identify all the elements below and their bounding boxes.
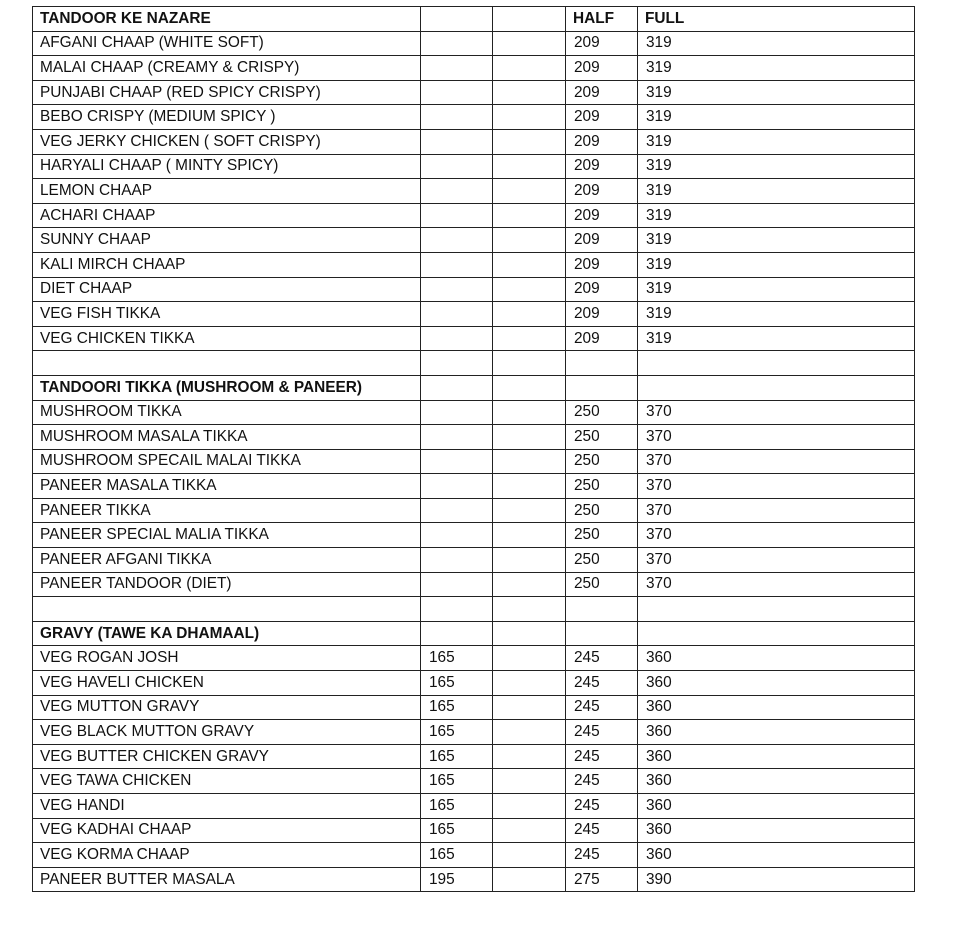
menu-item-row xyxy=(33,129,915,154)
empty-cell xyxy=(493,671,566,696)
menu-item-row xyxy=(33,80,915,105)
item-full-price: 319 xyxy=(638,277,915,302)
item-small-price xyxy=(421,154,493,179)
menu-table-body xyxy=(33,7,915,892)
menu-item-row xyxy=(33,523,915,548)
empty-cell xyxy=(493,228,566,253)
empty-cell xyxy=(493,474,566,499)
item-full-price: 360 xyxy=(638,818,915,843)
item-name: MALAI CHAAP (CREAMY & CRISPY) xyxy=(33,56,421,81)
item-full-price: 370 xyxy=(638,474,915,499)
menu-item-row xyxy=(33,818,915,843)
section-title: TANDOORI TIKKA (MUSHROOM & PANEER) xyxy=(33,375,421,400)
item-half-price: 250 xyxy=(566,523,638,548)
section-header-tandoor-ke-nazare xyxy=(33,7,915,32)
empty-cell xyxy=(493,548,566,573)
item-name: PANEER SPECIAL MALIA TIKKA xyxy=(33,523,421,548)
item-half-price: 250 xyxy=(566,474,638,499)
item-name: VEG FISH TIKKA xyxy=(33,302,421,327)
menu-item-row xyxy=(33,228,915,253)
item-small-price: 165 xyxy=(421,646,493,671)
empty-cell xyxy=(493,203,566,228)
item-small-price xyxy=(421,252,493,277)
item-full-price: 360 xyxy=(638,794,915,819)
item-small-price: 165 xyxy=(421,818,493,843)
item-half-price: 209 xyxy=(566,31,638,56)
menu-item-row xyxy=(33,302,915,327)
item-half-price: 275 xyxy=(566,867,638,892)
item-small-price xyxy=(421,474,493,499)
item-full-price: 319 xyxy=(638,129,915,154)
empty-cell xyxy=(638,351,915,376)
item-name: MUSHROOM MASALA TIKKA xyxy=(33,425,421,450)
full-column-header xyxy=(638,375,915,400)
empty-cell xyxy=(421,597,493,622)
section-header-tandoori-tikka-mushroom-paneer xyxy=(33,375,915,400)
empty-cell xyxy=(33,597,421,622)
item-small-price: 165 xyxy=(421,843,493,868)
item-half-price: 209 xyxy=(566,326,638,351)
item-half-price: 245 xyxy=(566,769,638,794)
item-half-price: 245 xyxy=(566,671,638,696)
item-small-price xyxy=(421,572,493,597)
full-column-header: FULL xyxy=(638,7,915,32)
section-header-gravy-tawe-ka-dhamaal xyxy=(33,621,915,646)
empty-cell xyxy=(493,7,566,32)
item-name: VEG KORMA CHAAP xyxy=(33,843,421,868)
empty-cell xyxy=(493,744,566,769)
item-name: PANEER AFGANI TIKKA xyxy=(33,548,421,573)
item-half-price: 209 xyxy=(566,56,638,81)
item-full-price: 370 xyxy=(638,400,915,425)
item-full-price: 319 xyxy=(638,31,915,56)
item-half-price: 245 xyxy=(566,646,638,671)
item-half-price: 245 xyxy=(566,843,638,868)
empty-cell xyxy=(493,720,566,745)
empty-cell xyxy=(493,646,566,671)
empty-cell xyxy=(493,621,566,646)
item-small-price xyxy=(421,228,493,253)
menu-item-row xyxy=(33,867,915,892)
empty-cell xyxy=(493,154,566,179)
item-half-price: 209 xyxy=(566,203,638,228)
menu-item-row xyxy=(33,843,915,868)
item-half-price: 209 xyxy=(566,154,638,179)
item-half-price: 209 xyxy=(566,302,638,327)
menu-price-table xyxy=(32,6,915,892)
item-full-price: 319 xyxy=(638,154,915,179)
item-full-price: 360 xyxy=(638,744,915,769)
item-name: MUSHROOM SPECAIL MALAI TIKKA xyxy=(33,449,421,474)
menu-item-row xyxy=(33,105,915,130)
section-separator-row xyxy=(33,597,915,622)
item-full-price: 370 xyxy=(638,548,915,573)
half-column-header xyxy=(566,621,638,646)
item-half-price: 250 xyxy=(566,548,638,573)
empty-cell xyxy=(493,326,566,351)
empty-cell xyxy=(493,400,566,425)
empty-cell xyxy=(421,351,493,376)
item-full-price: 319 xyxy=(638,326,915,351)
item-name: BEBO CRISPY (MEDIUM SPICY ) xyxy=(33,105,421,130)
item-half-price: 245 xyxy=(566,744,638,769)
item-full-price: 390 xyxy=(638,867,915,892)
item-small-price: 165 xyxy=(421,695,493,720)
item-full-price: 319 xyxy=(638,80,915,105)
menu-item-row xyxy=(33,179,915,204)
item-small-price xyxy=(421,548,493,573)
empty-cell xyxy=(566,351,638,376)
item-half-price: 209 xyxy=(566,252,638,277)
item-full-price: 360 xyxy=(638,646,915,671)
item-small-price xyxy=(421,277,493,302)
item-name: MUSHROOM TIKKA xyxy=(33,400,421,425)
item-small-price xyxy=(421,80,493,105)
item-name: VEG ROGAN JOSH xyxy=(33,646,421,671)
menu-item-row xyxy=(33,400,915,425)
item-small-price: 165 xyxy=(421,720,493,745)
empty-cell xyxy=(493,449,566,474)
menu-item-row xyxy=(33,449,915,474)
item-small-price xyxy=(421,449,493,474)
menu-item-row xyxy=(33,326,915,351)
item-small-price xyxy=(421,326,493,351)
item-small-price xyxy=(421,400,493,425)
item-half-price: 209 xyxy=(566,277,638,302)
item-name: PANEER TIKKA xyxy=(33,498,421,523)
item-name: VEG HAVELI CHICKEN xyxy=(33,671,421,696)
menu-item-row xyxy=(33,744,915,769)
item-full-price: 360 xyxy=(638,671,915,696)
item-name: VEG HANDI xyxy=(33,794,421,819)
item-full-price: 370 xyxy=(638,498,915,523)
item-half-price: 245 xyxy=(566,794,638,819)
item-half-price: 209 xyxy=(566,80,638,105)
item-small-price: 195 xyxy=(421,867,493,892)
item-small-price xyxy=(421,425,493,450)
item-half-price: 209 xyxy=(566,129,638,154)
item-name: DIET CHAAP xyxy=(33,277,421,302)
empty-cell xyxy=(493,867,566,892)
item-half-price: 245 xyxy=(566,720,638,745)
item-half-price: 245 xyxy=(566,695,638,720)
empty-cell xyxy=(493,105,566,130)
item-small-price: 165 xyxy=(421,769,493,794)
item-name: ACHARI CHAAP xyxy=(33,203,421,228)
empty-cell xyxy=(493,425,566,450)
item-name: VEG CHICKEN TIKKA xyxy=(33,326,421,351)
item-name: KALI MIRCH CHAAP xyxy=(33,252,421,277)
menu-item-row xyxy=(33,31,915,56)
menu-item-row xyxy=(33,252,915,277)
empty-cell xyxy=(493,597,566,622)
item-small-price xyxy=(421,105,493,130)
empty-cell xyxy=(421,7,493,32)
item-name: SUNNY CHAAP xyxy=(33,228,421,253)
item-full-price: 319 xyxy=(638,56,915,81)
item-small-price xyxy=(421,498,493,523)
empty-cell xyxy=(493,179,566,204)
item-small-price xyxy=(421,31,493,56)
empty-cell xyxy=(493,129,566,154)
empty-cell xyxy=(493,31,566,56)
item-half-price: 250 xyxy=(566,400,638,425)
half-column-header: HALF xyxy=(566,7,638,32)
item-name: PANEER MASALA TIKKA xyxy=(33,474,421,499)
item-small-price xyxy=(421,129,493,154)
item-half-price: 250 xyxy=(566,449,638,474)
item-full-price: 319 xyxy=(638,302,915,327)
item-half-price: 250 xyxy=(566,572,638,597)
empty-cell xyxy=(421,621,493,646)
empty-cell xyxy=(493,794,566,819)
item-name: PUNJABI CHAAP (RED SPICY CRISPY) xyxy=(33,80,421,105)
item-full-price: 319 xyxy=(638,105,915,130)
item-half-price: 250 xyxy=(566,425,638,450)
menu-item-row xyxy=(33,794,915,819)
empty-cell xyxy=(493,80,566,105)
item-small-price xyxy=(421,56,493,81)
item-small-price: 165 xyxy=(421,794,493,819)
item-name: LEMON CHAAP xyxy=(33,179,421,204)
empty-cell xyxy=(493,695,566,720)
empty-cell xyxy=(493,498,566,523)
menu-item-row xyxy=(33,769,915,794)
menu-item-row xyxy=(33,548,915,573)
item-full-price: 370 xyxy=(638,523,915,548)
item-name: VEG MUTTON GRAVY xyxy=(33,695,421,720)
half-column-header xyxy=(566,375,638,400)
item-half-price: 250 xyxy=(566,498,638,523)
item-full-price: 319 xyxy=(638,228,915,253)
item-name: PANEER TANDOOR (DIET) xyxy=(33,572,421,597)
item-half-price: 209 xyxy=(566,179,638,204)
full-column-header xyxy=(638,621,915,646)
menu-item-row xyxy=(33,474,915,499)
menu-item-row xyxy=(33,695,915,720)
item-full-price: 319 xyxy=(638,252,915,277)
item-small-price xyxy=(421,203,493,228)
item-name: PANEER BUTTER MASALA xyxy=(33,867,421,892)
empty-cell xyxy=(638,597,915,622)
menu-item-row xyxy=(33,646,915,671)
item-half-price: 209 xyxy=(566,105,638,130)
menu-item-row xyxy=(33,277,915,302)
menu-item-row xyxy=(33,720,915,745)
item-half-price: 245 xyxy=(566,818,638,843)
empty-cell xyxy=(493,252,566,277)
item-full-price: 319 xyxy=(638,203,915,228)
empty-cell xyxy=(33,351,421,376)
menu-item-row xyxy=(33,425,915,450)
menu-item-row xyxy=(33,56,915,81)
item-small-price xyxy=(421,179,493,204)
empty-cell xyxy=(421,375,493,400)
empty-cell xyxy=(493,818,566,843)
item-name: VEG JERKY CHICKEN ( SOFT CRISPY) xyxy=(33,129,421,154)
section-title: GRAVY (TAWE KA DHAMAAL) xyxy=(33,621,421,646)
item-half-price: 209 xyxy=(566,228,638,253)
empty-cell xyxy=(493,843,566,868)
item-full-price: 360 xyxy=(638,843,915,868)
item-small-price xyxy=(421,523,493,548)
empty-cell xyxy=(493,56,566,81)
item-full-price: 370 xyxy=(638,449,915,474)
empty-cell xyxy=(493,523,566,548)
empty-cell xyxy=(566,597,638,622)
empty-cell xyxy=(493,769,566,794)
item-full-price: 370 xyxy=(638,572,915,597)
empty-cell xyxy=(493,572,566,597)
item-name: VEG BLACK MUTTON GRAVY xyxy=(33,720,421,745)
item-small-price: 165 xyxy=(421,671,493,696)
item-name: HARYALI CHAAP ( MINTY SPICY) xyxy=(33,154,421,179)
empty-cell xyxy=(493,277,566,302)
section-separator-row xyxy=(33,351,915,376)
item-full-price: 319 xyxy=(638,179,915,204)
item-full-price: 360 xyxy=(638,769,915,794)
empty-cell xyxy=(493,302,566,327)
section-title: TANDOOR KE NAZARE xyxy=(33,7,421,32)
item-small-price xyxy=(421,302,493,327)
menu-item-row xyxy=(33,154,915,179)
item-small-price: 165 xyxy=(421,744,493,769)
item-name: VEG BUTTER CHICKEN GRAVY xyxy=(33,744,421,769)
empty-cell xyxy=(493,351,566,376)
item-full-price: 360 xyxy=(638,720,915,745)
menu-item-row xyxy=(33,671,915,696)
item-name: VEG TAWA CHICKEN xyxy=(33,769,421,794)
menu-item-row xyxy=(33,498,915,523)
item-full-price: 370 xyxy=(638,425,915,450)
item-name: AFGANI CHAAP (WHITE SOFT) xyxy=(33,31,421,56)
item-full-price: 360 xyxy=(638,695,915,720)
menu-item-row xyxy=(33,203,915,228)
menu-item-row xyxy=(33,572,915,597)
item-name: VEG KADHAI CHAAP xyxy=(33,818,421,843)
empty-cell xyxy=(493,375,566,400)
